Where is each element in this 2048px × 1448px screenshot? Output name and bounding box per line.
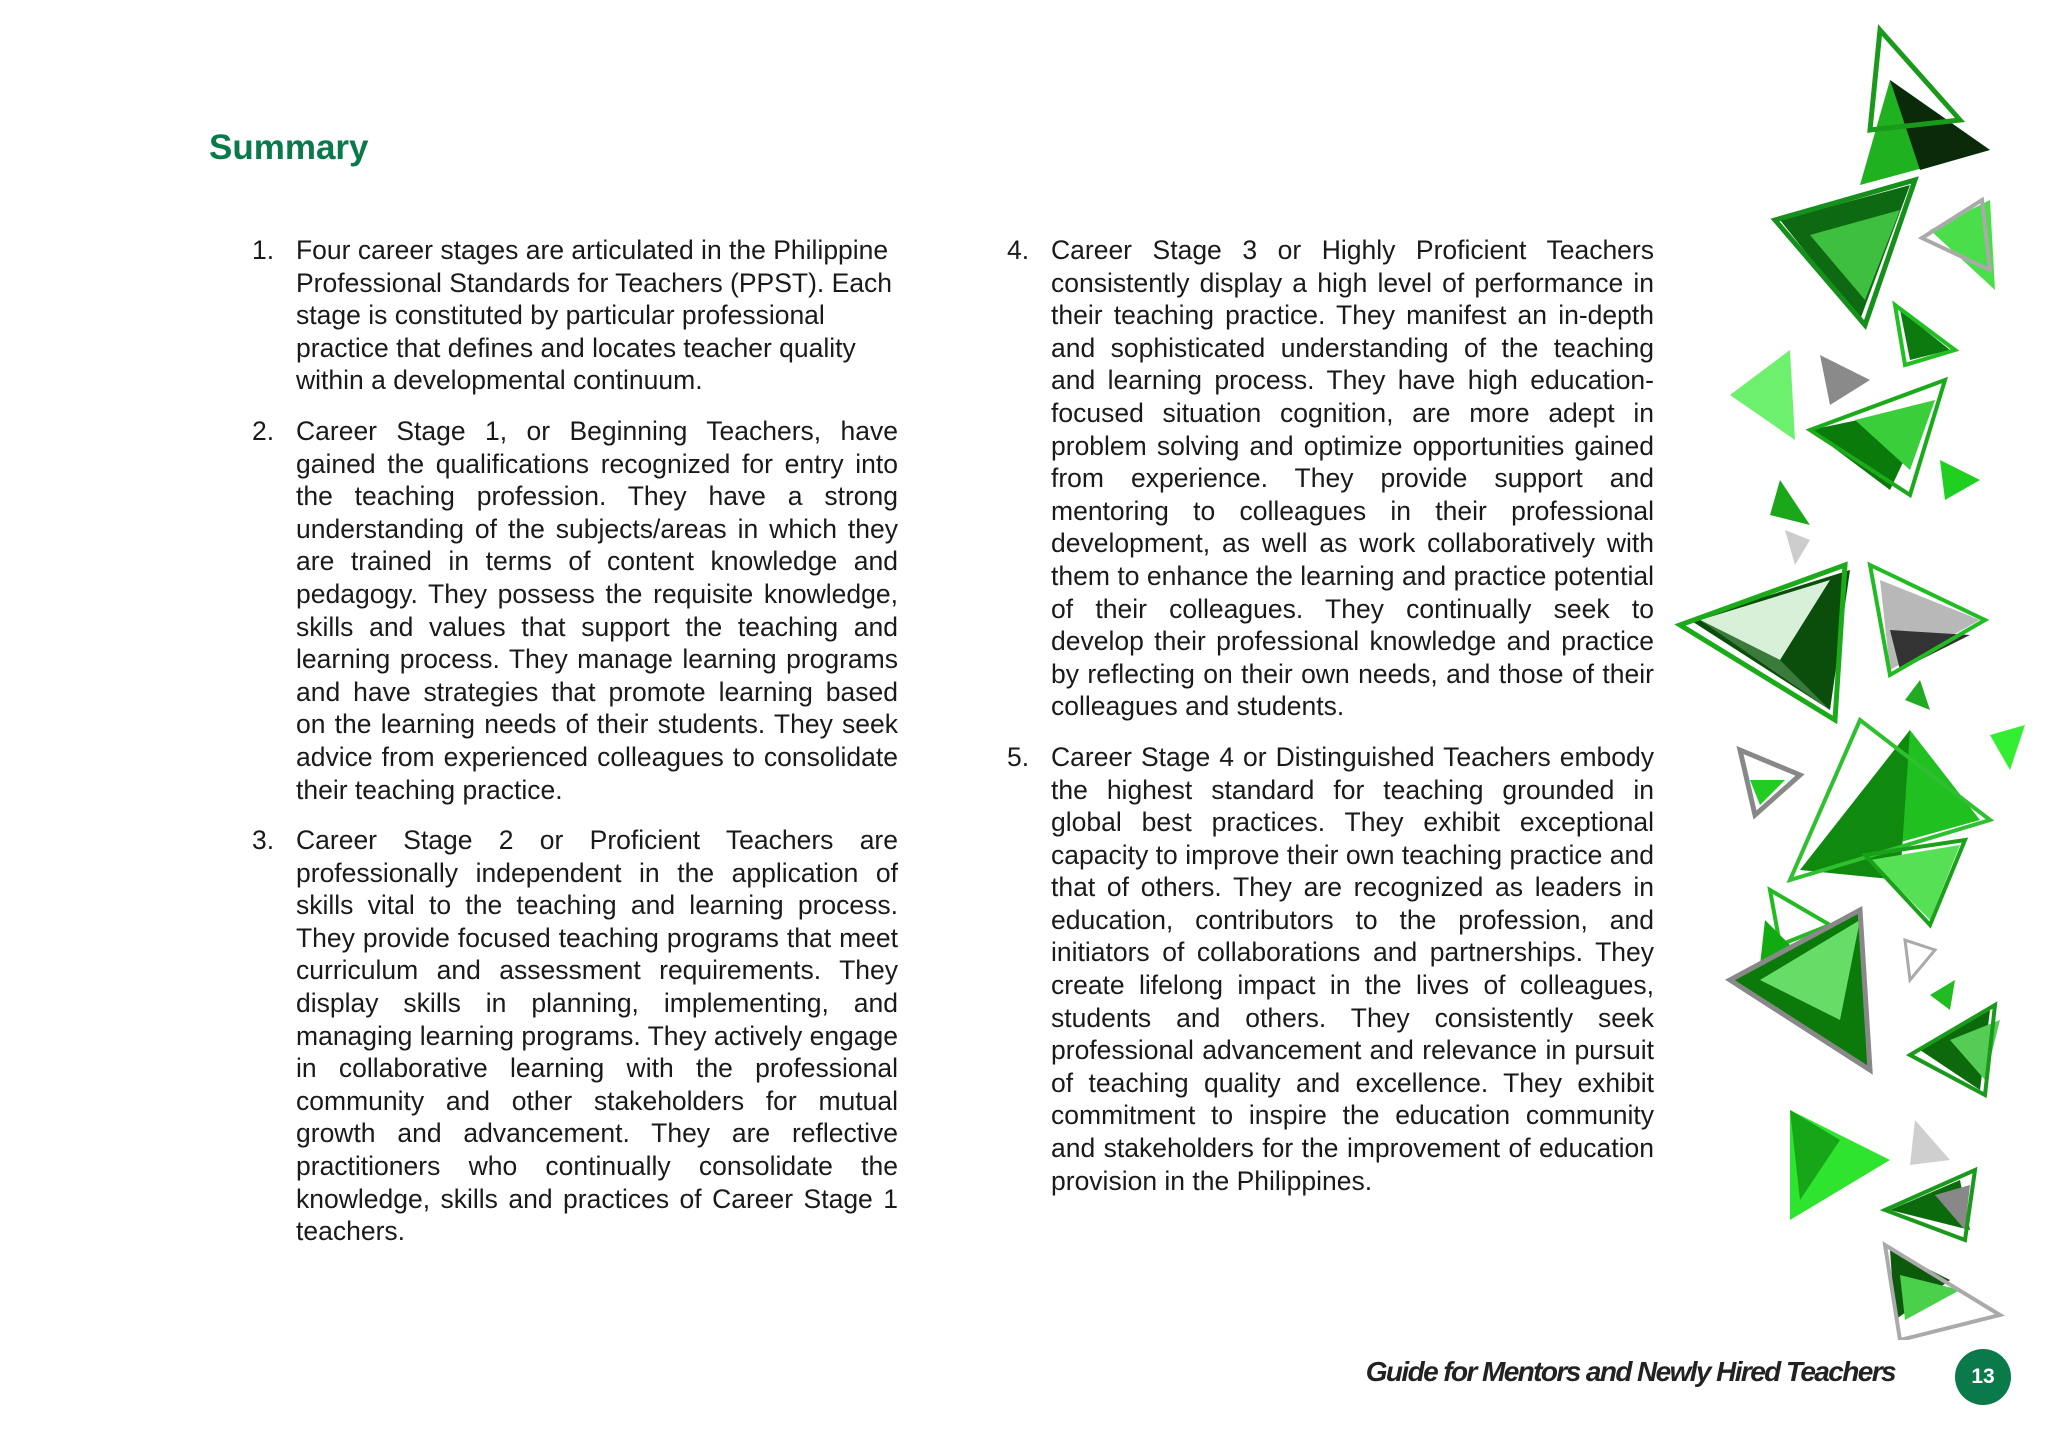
triangle-shape bbox=[1940, 460, 1980, 500]
item-number: 4. bbox=[1007, 235, 1030, 265]
triangle-shape bbox=[1990, 725, 2025, 770]
triangle-shape bbox=[1905, 680, 1930, 710]
triangle-shape bbox=[1910, 1120, 1950, 1165]
triangle-shape bbox=[1770, 480, 1810, 525]
triangle-shape bbox=[1730, 350, 1795, 440]
summary-item-3 bbox=[252, 824, 898, 1248]
footer-title: Guide for Mentors and Newly Hired Teachers bbox=[1365, 1356, 1895, 1387]
item-text: Four career stages are articulated in the Philippine Professional Standards for Teachers (PPST). Each stage is constituted by particular professional practice that defines and locates teacher quality within a developmental continuum. bbox=[296, 235, 893, 396]
summary-column-left bbox=[252, 234, 898, 1266]
triangle-shape bbox=[1785, 530, 1810, 565]
item-number: 5. bbox=[1007, 741, 1030, 772]
decorative-triangle-border bbox=[1660, 20, 2048, 1340]
item-text: Career Stage 3 or Highly Proficient Teachers consistently display a high level of performance in their teaching practice. They manifest an in-depth and sophisticated understanding of the teaching and learning process. They have high education-focused situation cognition, are more adept in problem solving and optimize opportunities gained from experience. They provide support and mentoring to colleagues in their professional development, as well as work collaboratively with them to enhance the learning and practice potential of their colleagues. They continually seek to develop their professional knowledge and practice by reflecting on their own needs, and those of their colleagues and students. bbox=[1051, 235, 1654, 722]
item-text: Career Stage 4 or Distinguished Teachers embody the highest standard for teaching grounded in global best practices. They exhibit exceptional capacity to improve their own teaching practice and that of others. They are recognized as leaders in education, contributors to the profession, and initiators of collaborations and partnerships. They create lifelong impact in the lives of colleagues, students and others. They consistently seek professional advancement and relevance in pursuit of teaching quality and excellence. They exhibit commitment to inspire the education community and stakeholders for the improvement of education provision in the Philippines. bbox=[1051, 741, 1654, 1196]
triangle-shape bbox=[1820, 355, 1870, 405]
item-number: 2. bbox=[252, 415, 275, 446]
summary-item-4 bbox=[1007, 234, 1654, 723]
page-title: Summary bbox=[209, 128, 369, 167]
summary-item-2 bbox=[252, 415, 898, 806]
item-text: Career Stage 1, or Beginning Teachers, have gained the qualifications recognized for entry into the teaching profession. They have a strong understanding of the subjects/areas in which they are trained in terms of content knowledge and pedagogy. They possess the requisite knowledge, skills and values that support the teaching and learning process. They manage learning programs and have strategies that promote learning based on the learning needs of their students. They seek advice from experienced colleagues to consolidate their teaching practice. bbox=[296, 415, 898, 805]
page-number-badge: 13 bbox=[1955, 1349, 2011, 1405]
summary-column-right bbox=[1007, 234, 1654, 1215]
item-number: 1. bbox=[252, 235, 275, 265]
summary-item-5 bbox=[1007, 741, 1654, 1197]
summary-item-1 bbox=[252, 234, 898, 397]
triangle-shape bbox=[1905, 940, 1935, 980]
item-text: Career Stage 2 or Proficient Teachers are professionally independent in the application of skills vital to the teaching and learning process. They provide focused teaching programs that meet curriculum and assessment requirements. They display skills in planning, implementing, and managing learning programs. They actively engage in collaborative learning with the professional community and other stakeholders for mutual growth and advancement. They are reflective practitioners who continually consolidate the knowledge, skills and practices of Career Stage 1 teachers. bbox=[296, 825, 899, 1247]
triangle-shape bbox=[1930, 980, 1955, 1010]
item-number: 3. bbox=[252, 825, 275, 856]
